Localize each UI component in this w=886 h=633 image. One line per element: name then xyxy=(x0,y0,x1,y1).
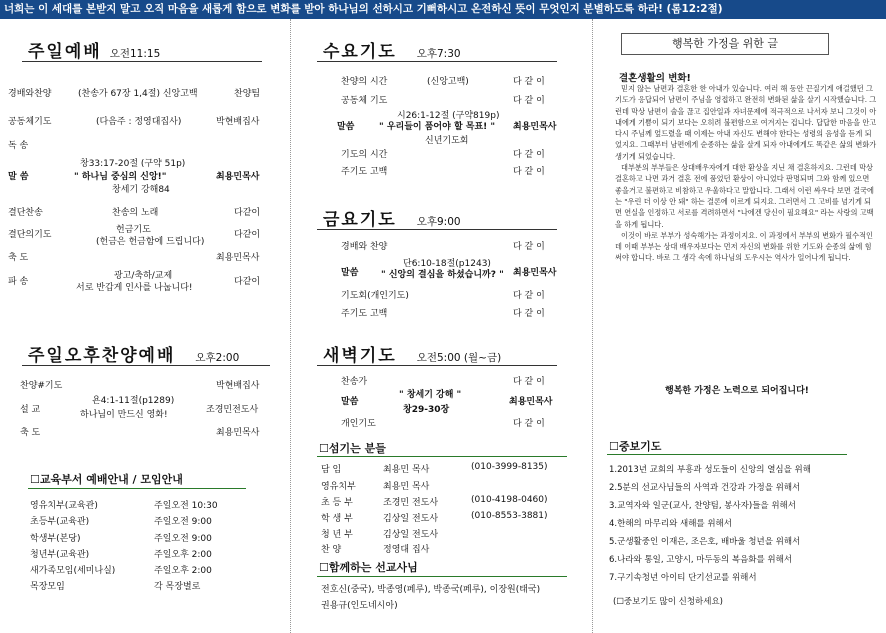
server-name: 조경민 전도사 xyxy=(383,498,439,508)
row-mid: 찬송의 노래 xyxy=(112,208,159,218)
sermon-series: 신년기도회 xyxy=(425,136,469,146)
row-right: 다 같 이 xyxy=(513,291,545,301)
wednesday-time: 오후7:30 xyxy=(416,48,461,60)
essay-title: 행복한 가정을 위한 글 xyxy=(621,33,829,55)
missionaries-line: 권용규(인도네시아) xyxy=(321,601,398,611)
row-mid: (신앙고백) xyxy=(427,77,469,87)
row-right: 다같이 xyxy=(234,230,261,240)
row-label: 주기도 고백 xyxy=(341,167,388,177)
divider xyxy=(22,365,270,366)
row-label: 주기도 고백 xyxy=(341,309,388,319)
row-label: 찬양의 시간 xyxy=(341,77,388,87)
prayer-item: 6.나라와 통일, 고양시, 마두동의 복음화를 위해서 xyxy=(609,555,793,565)
row-label: 경배와찬양 xyxy=(8,89,52,99)
server-phone: (010-8553-3881) xyxy=(471,511,548,521)
row-mid: (찬송가 67장 1,4절) 신앙고백 xyxy=(78,89,198,99)
row-right: 최용민목사 xyxy=(216,172,260,182)
row-label: 파 송 xyxy=(8,277,29,287)
column-right xyxy=(592,19,886,633)
column-middle xyxy=(290,19,592,633)
afternoon-service-title: 주일오후찬양예배 xyxy=(28,346,176,366)
prayer-item: 2.5분의 선교사님들의 사역과 건강과 가정을 위해서 xyxy=(609,483,801,493)
server-name: 김상일 전도사 xyxy=(383,530,439,540)
server-name: 김상일 전도사 xyxy=(383,514,439,524)
education-time: 각 목장별로 xyxy=(154,582,201,592)
prayer-item: 4.한해의 마무리와 새해를 위해서 xyxy=(609,519,732,529)
server-name: 최용민 목사 xyxy=(383,465,430,475)
row-right: 박현배집사 xyxy=(216,381,260,391)
education-title: ☐교육부서 예배안내 / 모임안내 xyxy=(30,473,183,486)
education-name: 목장모임 xyxy=(30,582,65,592)
server-phone: (010-4198-0460) xyxy=(471,495,548,505)
friday-time: 오후9:00 xyxy=(416,216,461,228)
row-right: 최용민목사 xyxy=(513,122,557,132)
row-note: (헌금은 헌금함에 드립니다) xyxy=(96,237,205,247)
server-dept: 초 등 부 xyxy=(321,498,353,508)
row-right: 박현배집사 xyxy=(216,117,260,127)
essay-subtitle: 결혼생활의 변화! xyxy=(619,73,691,84)
dawn-title: 새벽기도 xyxy=(323,346,397,366)
sermon-ref: 창29-30장 xyxy=(403,405,450,415)
essay-paragraph: 이것이 바로 부부가 성숙해가는 과정이지요. 이 과정에서 부부의 변화가 필수적인데 이때 부부는 상대 배우자보다는 먼저 자신의 변화를 위한 기도와 순종의 삶에 힘써야 합니다. 바로 그 생각 속에 하나님의 도우시는 역사가 일어나게 됩니다. xyxy=(615,230,873,263)
prayer-item: 5.군생활중인 이재은, 조은호, 배바울 청년을 위해서 xyxy=(609,537,801,547)
divider xyxy=(317,365,557,366)
row-label: 찬양#기도 xyxy=(20,381,63,391)
education-time: 주일오후 2:00 xyxy=(154,566,212,576)
sunday-service-time: 오전11:15 xyxy=(109,48,161,60)
row-right: 다같이 xyxy=(234,277,261,287)
sermon-ref: 시26:1-12절 (구약819p) xyxy=(397,111,500,121)
sermon-title: " 창세기 강해 " xyxy=(399,390,462,400)
dawn-time: 오전5:00 (월~금) xyxy=(416,352,502,364)
servers-title: ☐섬기는 분들 xyxy=(319,442,386,455)
row-label: 개인기도 xyxy=(341,419,376,429)
row-label: 기도회(개인기도) xyxy=(341,291,409,301)
row-mid: 욘4:1-11절(p1289) xyxy=(92,396,175,406)
row-mid: 서로 반갑게 인사를 나눕니다! xyxy=(76,283,193,293)
education-name: 새가족모임(세미나실) xyxy=(30,566,116,576)
sunday-service-title: 주일예배 xyxy=(28,42,102,62)
intercession-title: ☐중보기도 xyxy=(609,440,662,453)
server-dept: 영유치부 xyxy=(321,482,356,492)
header-banner: 너희는 이 세대를 본받지 말고 오직 마음을 새롭게 함으로 변화를 받아 하나님의 선하시고 기뻐하시고 온전하신 뜻이 무엇인지 분별하도록 하라! (롬12:2절) xyxy=(0,0,886,19)
row-label: 축 도 xyxy=(20,428,41,438)
divider xyxy=(317,61,557,62)
server-name: 정영대 집사 xyxy=(383,545,430,555)
divider xyxy=(317,576,567,577)
afternoon-service-time: 오후2:00 xyxy=(195,352,240,364)
row-label: 공동체기도 xyxy=(8,117,52,127)
wednesday-title: 수요기도 xyxy=(323,42,397,62)
divider xyxy=(28,488,246,489)
divider xyxy=(317,229,557,230)
row-label: 말씀 xyxy=(341,397,359,407)
row-right: 다 같 이 xyxy=(513,96,545,106)
prayer-item: 7.구기속청년 아이티 단기선교를 위해서 xyxy=(609,573,757,583)
row-label: 독 송 xyxy=(8,141,29,151)
row-mid: 하나님이 만드신 영화! xyxy=(80,410,168,420)
row-label: 찬송가 xyxy=(341,377,368,387)
row-label: 축 도 xyxy=(8,253,29,263)
education-name: 영유치부(교육관) xyxy=(30,501,98,511)
row-mid: 헌금기도 xyxy=(116,225,151,235)
sermon-ref: 단6:10-18절(p1243) xyxy=(403,259,491,269)
missionaries-title: ☐함께하는 선교사님 xyxy=(319,561,418,574)
sunday-service-header xyxy=(28,37,160,61)
server-dept: 학 생 부 xyxy=(321,514,353,524)
prayer-item: 3.교역자와 일군(교사, 찬양팀, 봉사자)들을 위해서 xyxy=(609,501,796,511)
server-phone: (010-3999-8135) xyxy=(471,462,548,472)
row-label: 결단찬송 xyxy=(8,208,43,218)
row-mid: (다음주 : 정영대집사) xyxy=(96,117,182,127)
education-time: 주일오후 2:00 xyxy=(154,550,212,560)
missionaries-title-text: 함께하는 선교사님 xyxy=(328,561,418,574)
row-right: 다 같 이 xyxy=(513,77,545,87)
sermon-title: " 우리들이 품어야 할 목표! " xyxy=(379,122,496,132)
divider xyxy=(22,61,262,62)
row-label: 경배와 찬양 xyxy=(341,242,388,252)
row-right: 조경민전도사 xyxy=(206,405,259,415)
server-dept: 청 년 부 xyxy=(321,530,353,540)
row-label: 말씀 xyxy=(337,122,355,132)
essay-paragraph: 대부분의 부부들은 상대배우자에게 대한 환상을 지닌 채 결혼하지요. 그런데 막상 결혼하고 나면 과거 결혼 전에 품었던 환상이 아니었다 판명되며 그와 함께 있으면 좋을거고 불편하고 비참하고 우울하다고 말합니다. 그래서 이런 싸우다 보면 결국에는 "우린 더 이상 안 돼" 하는 결론에 이르게 되지요. 그러면서 그 고비를 넘기게 되면 연실을 인정하고 서로를 격려하면서 "나에겐 당신이 필요해요" 라는 사랑의 고백을 하게 됩니다. xyxy=(615,163,874,229)
education-name: 청년부(교육관) xyxy=(30,550,90,560)
row-label: 결단의기도 xyxy=(8,230,52,240)
education-time: 주일오전 9:00 xyxy=(154,534,212,544)
row-right: 최용민목사 xyxy=(513,268,557,278)
friday-header xyxy=(323,205,461,229)
servers-title-text: 섬기는 분들 xyxy=(328,442,386,455)
row-label: 공동체 기도 xyxy=(341,96,388,106)
server-dept: 찬 양 xyxy=(321,545,342,555)
row-right: 최용민목사 xyxy=(216,253,260,263)
essay-closing: 행복한 가정은 노력으로 되어집니다! xyxy=(665,386,809,396)
dawn-header xyxy=(323,341,501,365)
row-label: 기도의 시간 xyxy=(341,150,388,160)
row-right: 다같이 xyxy=(234,208,261,218)
education-time: 주일오전 10:30 xyxy=(154,501,218,511)
education-name: 초등부(교육관) xyxy=(30,517,90,527)
row-label: 말씀 xyxy=(341,268,359,278)
server-name: 최용민 목사 xyxy=(383,482,430,492)
intercession-note: (☐중보기도 많이 신청하세요) xyxy=(613,597,723,607)
sermon-title: " 하나님 중심의 신앙!" xyxy=(74,172,167,182)
divider xyxy=(607,454,847,455)
intercession-title-text: 중보기도 xyxy=(618,440,662,453)
column-left xyxy=(0,19,290,633)
prayer-item: 1.2013년 교회의 부흥과 성도들이 신앙의 열심을 위해 xyxy=(609,465,811,475)
row-mid: 광고/축하/교제 xyxy=(114,271,173,281)
row-right: 다 같 이 xyxy=(513,242,545,252)
missionaries-line: 전호신(중국), 박종영(페루), 박종국(페루), 이장원(태국) xyxy=(321,585,541,595)
row-right: 최용민목사 xyxy=(509,397,553,407)
sermon-title: " 신앙의 결심을 하셨습니까? " xyxy=(381,270,504,280)
divider xyxy=(317,456,567,457)
essay-paragraph: 믿지 않는 남편과 결혼한 한 아내가 있습니다. 여러 해 동안 끈질기게 애걸했던 그 기도가 응답되어 남편이 주님을 영접하고 완전히 변화된 삶을 살기 시작했습니다. 그런데 막상 남편이 술을 끊고 집안일과 자녀문제에 적극적으로 나서자 보니 그것이 아내에게 기쁨이 되기 보다는 오히려 불편함으로 여겨지는 겁니다. 답답한 마음을 안고 다시 주님께 엎드렸을 때 이제는 아내 자신도 변해야 한다는 성령의 음성을 듣게 되었지요. 그때부터 남편에게 순종하는 삶을 살게 되자 아내에게도 똑같은 삶의 변화가 생기게 되었습니다. xyxy=(615,84,877,161)
row-right: 다 같 이 xyxy=(513,419,545,429)
friday-title: 금요기도 xyxy=(323,210,397,230)
afternoon-service-header xyxy=(28,341,239,365)
education-time: 주일오전 9:00 xyxy=(154,517,212,527)
row-right: 찬양팀 xyxy=(234,89,261,99)
row-right: 다 같 이 xyxy=(513,167,545,177)
row-right: 최용민목사 xyxy=(216,428,260,438)
row-label: 설 교 xyxy=(20,405,41,415)
essay-body xyxy=(615,83,877,264)
row-label: 말 씀 xyxy=(8,172,29,182)
server-dept: 담 임 xyxy=(321,465,342,475)
education-title-text: 교육부서 예배안내 / 모임안내 xyxy=(39,473,183,486)
sermon-series: 창세기 강해84 xyxy=(112,185,170,195)
row-right: 다 같 이 xyxy=(513,377,545,387)
education-name: 학생부(본당) xyxy=(30,534,81,544)
row-right: 다 같 이 xyxy=(513,309,545,319)
row-right: 다 같 이 xyxy=(513,150,545,160)
sermon-ref: 창33:17-20절 (구약 51p) xyxy=(80,159,186,169)
wednesday-header xyxy=(323,37,461,61)
